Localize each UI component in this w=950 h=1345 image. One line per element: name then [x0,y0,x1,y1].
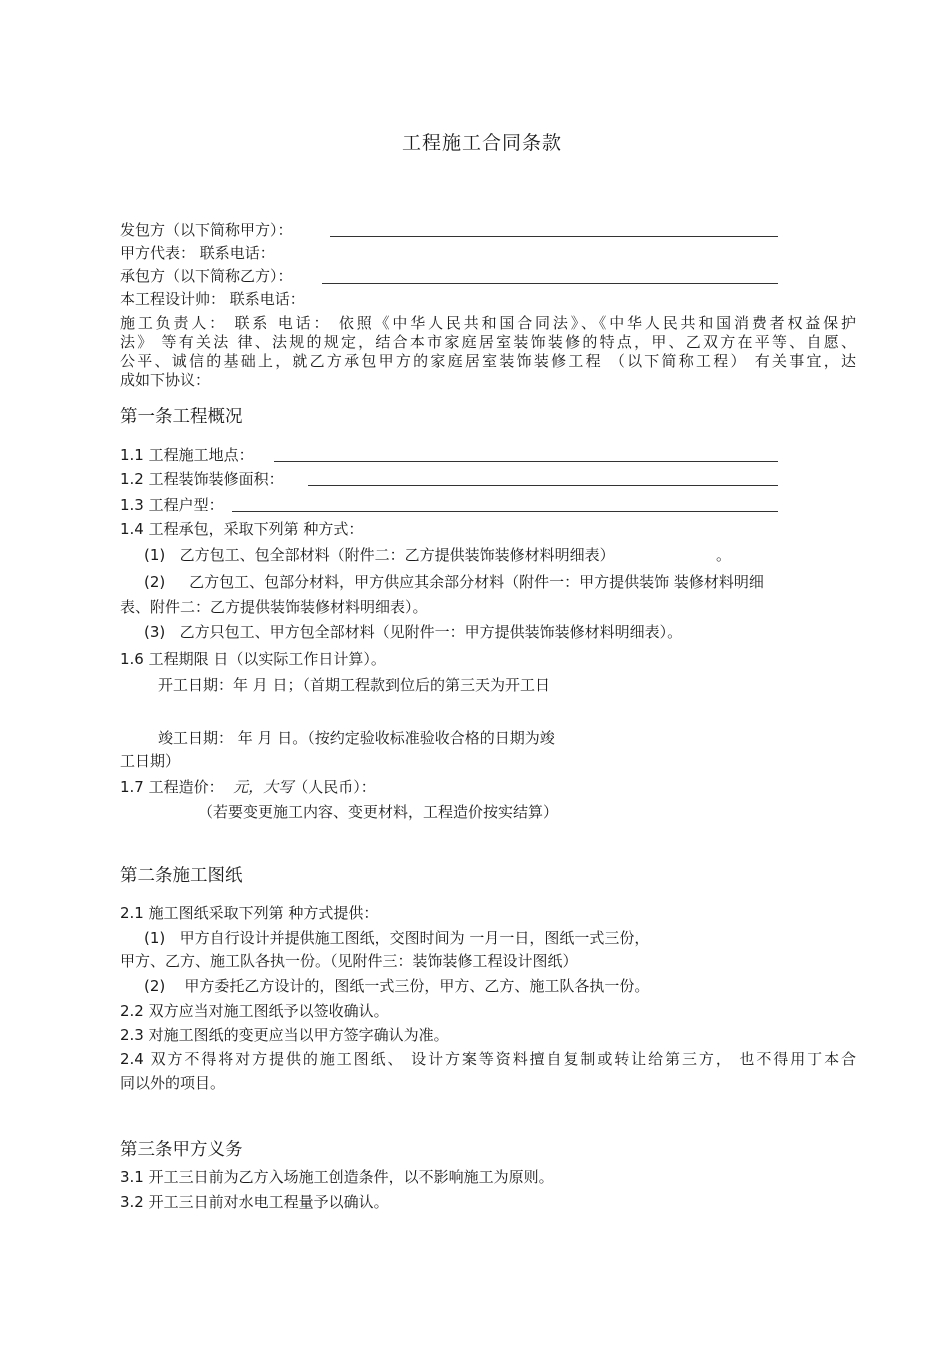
option-text: 乙方只包工、甲方包全部材料（见附件一：甲方提供装饰装修材料明细表）。 [179,623,683,641]
site-blank-line [274,461,778,462]
clause-text: 工程期限 日（以实际工作日计算）。 [148,650,386,668]
clause-number: 2.3 [120,1026,144,1044]
clause-text: 工程施工地点： [148,446,254,464]
option-3 [144,623,682,641]
option-1 [144,546,615,564]
clause-text: 工程户型： [148,496,224,514]
section-1-heading: 第一条工程概况 [120,407,243,427]
clause-2-3 [120,1026,449,1044]
clause-number: 3.1 [120,1168,144,1186]
option-1-period: 。 [716,546,732,564]
fabao-label: 发包方（以下简称甲方）： [120,221,293,239]
clause-text: 工程造价： [148,778,224,796]
type-blank-line [232,511,778,512]
drawing-option-2 [144,977,649,995]
clause-number: 2.1 [120,904,144,922]
clause-number: 3.2 [120,1193,144,1211]
option-number: (1) [144,929,166,947]
clause-3-2 [120,1193,389,1211]
clause-text: 工程承包，采取下列第 种方式： [148,520,364,538]
chengbao-label: 承包方（以下简称乙方）： [120,267,293,285]
clause-1-3 [120,496,224,514]
clause-2-4-cont: 同以外的项目。 [120,1074,226,1092]
option-number: (2) [144,977,166,995]
area-blank-line [308,485,778,486]
clause-text: 施工图纸采取下列第 种方式提供： [148,904,379,922]
clause-1-7 [120,778,376,796]
start-date-line: 开工日期：年 月 日；（首期工程款到位后的第三天为开工日 [158,676,551,694]
clause-text: 双方不得将对方提供的施工图纸、 设计方案等资料擅自复制或转让给第三方， 也不得用丁本合 [150,1050,856,1068]
end-date-cont: 工日期） [120,752,181,770]
clause-number: 1.4 [120,520,144,538]
section-3-heading: 第三条甲方义务 [120,1140,243,1160]
fabao-blank-line [330,236,778,237]
end-date-line: 竣工日期： 年 月 日。（按约定验收标准验收合格的日期为竣 [158,729,555,747]
jia-representative-line: 甲方代表： 联系电话： [120,244,275,262]
designer-line: 本工程设计帅： 联系电话： [120,290,305,308]
clause-text: 工程装饰装修面积： [148,470,284,488]
clause-text: 开工三日前对水电工程量予以确认。 [148,1193,389,1211]
clause-number: 1.6 [120,650,144,668]
section-2-heading: 第二条施工图纸 [120,866,243,886]
clause-1-2 [120,470,284,488]
clause-1-1 [120,446,254,464]
option-number: (2) [144,573,166,591]
option-number: (3) [144,623,166,641]
option-text: 甲方自行设计并提供施工图纸，交图时间为 一月一日，图纸一式三份， [179,929,650,947]
clause-1-6 [120,650,386,668]
clause-text: 开工三日前为乙方入场施工创造条件，以不影响施工为原则。 [148,1168,554,1186]
clause-number: 1.3 [120,496,144,514]
option-2-cont: 表、附件二：乙方提供装饰装修材料明细表）。 [120,598,428,616]
option-text: 乙方包工、包部分材料，甲方供应其余部分材料（附件一：甲方提供装饰 装修材料明细 [189,573,764,591]
drawing-option-1 [144,929,649,947]
clause-1-4 [120,520,363,538]
intro-line-3: 公平、诚信的基础上，就乙方承包甲方的家庭居室装饰装修工程 （以下简称工程） 有关事宜，达 [120,352,856,370]
clause-2-4 [120,1050,856,1068]
clause-number: 2.2 [120,1002,144,1020]
drawing-option-1-cont: 甲方、乙方、施工队各执一份。（见附件三：装饰装修工程设计图纸） [120,952,578,970]
clause-2-2 [120,1002,389,1020]
price-rmb-text: （人民币）： [293,778,376,796]
clause-2-1 [120,904,378,922]
option-text: 甲方委托乙方设计的，图纸一式三份，甲方、乙方、施工队各执一份。 [184,977,650,995]
page-title: 工程施工合同条款 [402,132,563,154]
price-note: （若要变更施工内容、变更材料，工程造价按实结算） [198,803,559,821]
clause-text: 对施工图纸的变更应当以甲方签字确认为准。 [148,1026,449,1044]
clause-number: 1.7 [120,778,144,796]
chengbao-blank-line [322,283,778,284]
clause-number: 1.2 [120,470,144,488]
option-number: (1) [144,546,166,564]
intro-line-2: 法》 等有关法 律、法规的规定，结合本市家庭居室装饰装修的特点，甲、乙双方在平等、自愿、 [120,333,856,351]
intro-line-1: 施工负责人： 联系 电话： 依照《中华人民共和国合同法》、《中华人民共和国消费者权益保护 [120,314,856,332]
option-text: 乙方包工、包全部材料（附件二：乙方提供装饰装修材料明细表） [179,546,615,564]
intro-line-4: 成如下协议： [120,371,211,389]
option-2 [144,573,764,591]
price-yuan-text: 元，大写 [233,778,294,796]
clause-number: 1.1 [120,446,144,464]
clause-number: 2.4 [120,1050,144,1068]
clause-3-1 [120,1168,554,1186]
clause-text: 双方应当对施工图纸予以签收确认。 [148,1002,389,1020]
